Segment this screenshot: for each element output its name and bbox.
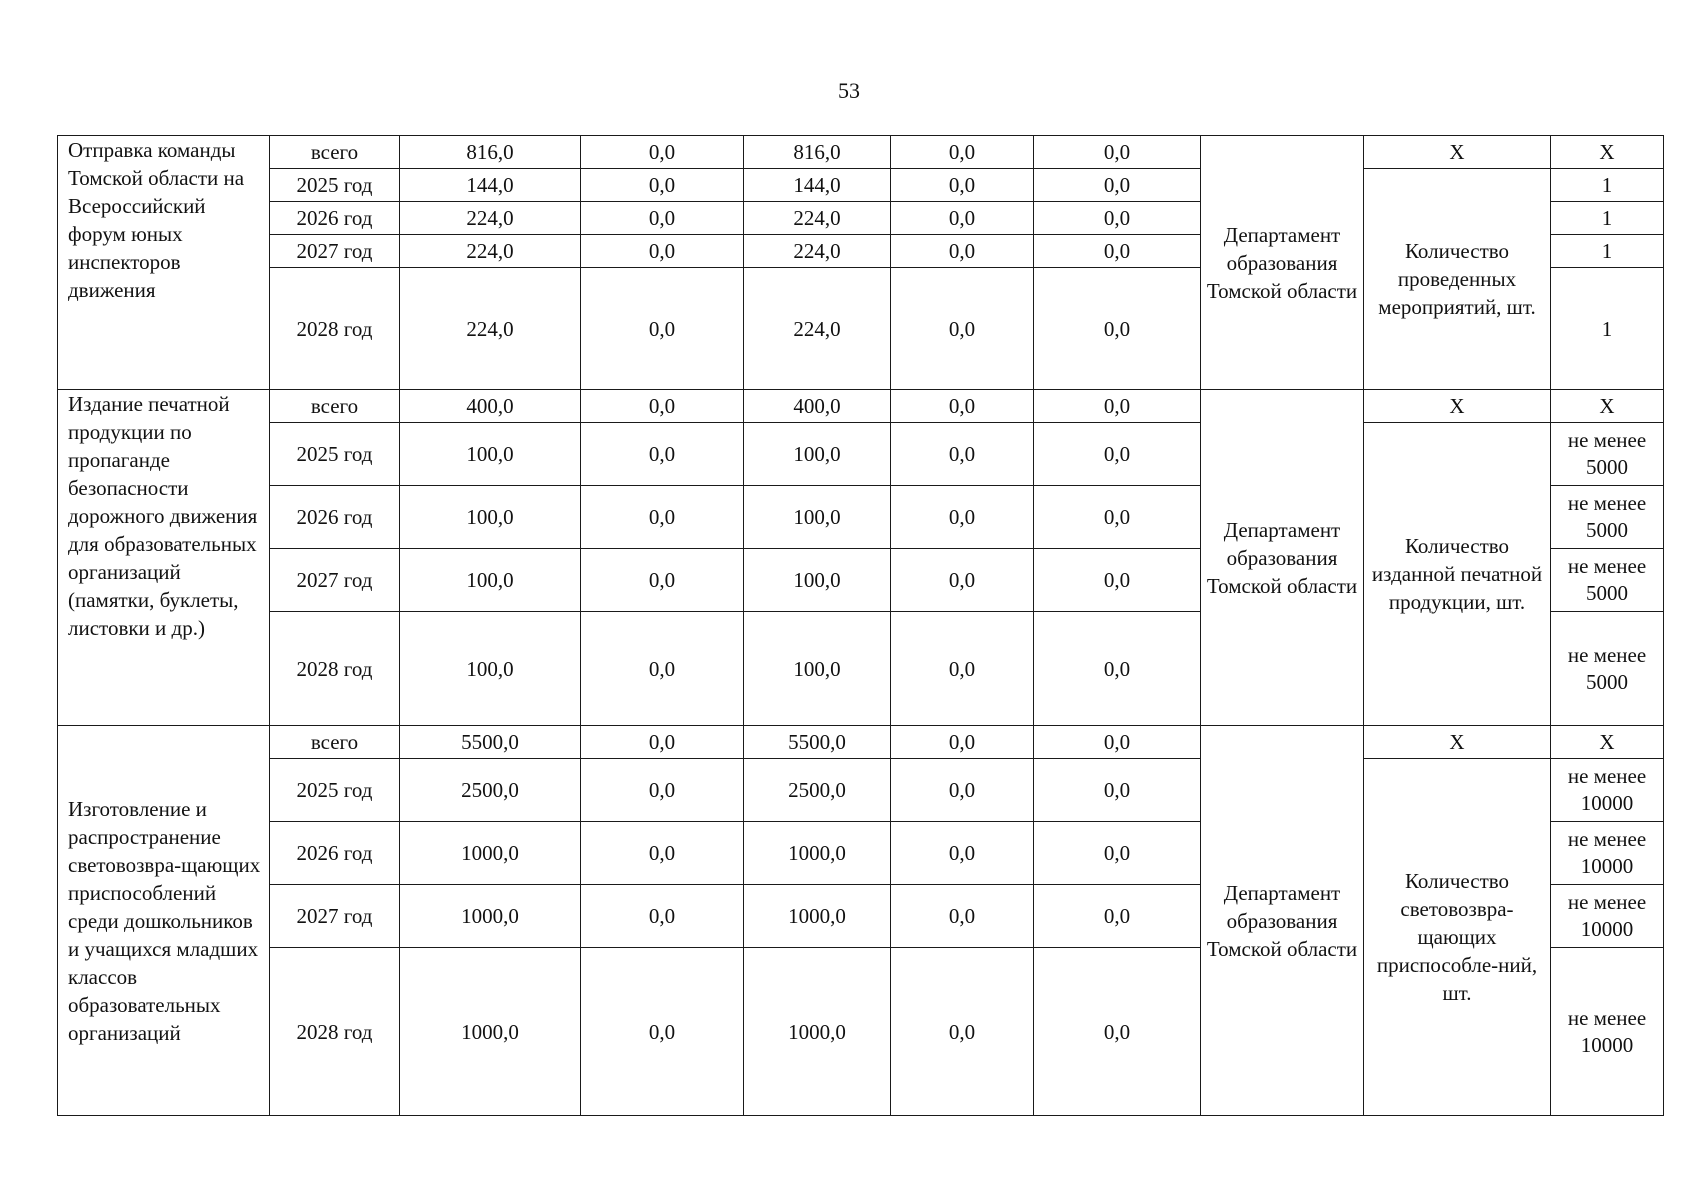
amount-federal-cell: 0,0 xyxy=(581,235,744,268)
indicator-cell: Х xyxy=(1364,136,1551,169)
amount-regional-cell: 224,0 xyxy=(744,235,891,268)
amount-regional-cell: 100,0 xyxy=(744,549,891,612)
amount-local-cell: 0,0 xyxy=(891,235,1034,268)
amount-other-cell: 0,0 xyxy=(1034,549,1201,612)
amount-total-cell: 100,0 xyxy=(400,549,581,612)
amount-regional-cell: 2500,0 xyxy=(744,759,891,822)
indicator-value-cell: не менее 5000 xyxy=(1551,423,1664,486)
indicator-value-cell: 1 xyxy=(1551,268,1664,390)
amount-regional-cell: 100,0 xyxy=(744,423,891,486)
period-cell: 2025 год xyxy=(270,759,400,822)
amount-other-cell: 0,0 xyxy=(1034,486,1201,549)
indicator-cell: Количество проведенных мероприятий, шт. xyxy=(1364,169,1551,390)
amount-regional-cell: 144,0 xyxy=(744,169,891,202)
amount-regional-cell: 816,0 xyxy=(744,136,891,169)
amount-local-cell: 0,0 xyxy=(891,948,1034,1116)
period-cell: 2026 год xyxy=(270,202,400,235)
amount-regional-cell: 100,0 xyxy=(744,486,891,549)
amount-federal-cell: 0,0 xyxy=(581,885,744,948)
amount-total-cell: 5500,0 xyxy=(400,726,581,759)
amount-federal-cell: 0,0 xyxy=(581,268,744,390)
amount-regional-cell: 1000,0 xyxy=(744,885,891,948)
amount-total-cell: 1000,0 xyxy=(400,885,581,948)
amount-federal-cell: 0,0 xyxy=(581,390,744,423)
amount-total-cell: 1000,0 xyxy=(400,948,581,1116)
amount-regional-cell: 224,0 xyxy=(744,202,891,235)
table-row xyxy=(58,759,1664,822)
amount-federal-cell: 0,0 xyxy=(581,136,744,169)
amount-regional-cell: 1000,0 xyxy=(744,948,891,1116)
amount-federal-cell: 0,0 xyxy=(581,822,744,885)
table-row xyxy=(58,423,1664,486)
period-cell: 2027 год xyxy=(270,549,400,612)
amount-local-cell: 0,0 xyxy=(891,759,1034,822)
program-activities-table xyxy=(57,135,1664,1116)
amount-other-cell: 0,0 xyxy=(1034,759,1201,822)
amount-other-cell: 0,0 xyxy=(1034,202,1201,235)
amount-other-cell: 0,0 xyxy=(1034,612,1201,726)
amount-local-cell: 0,0 xyxy=(891,169,1034,202)
indicator-value-cell: не менее 10000 xyxy=(1551,759,1664,822)
amount-total-cell: 816,0 xyxy=(400,136,581,169)
page-number: 53 xyxy=(838,78,860,103)
amount-other-cell: 0,0 xyxy=(1034,390,1201,423)
amount-total-cell: 400,0 xyxy=(400,390,581,423)
amount-total-cell: 1000,0 xyxy=(400,822,581,885)
amount-federal-cell: 0,0 xyxy=(581,423,744,486)
amount-total-cell: 100,0 xyxy=(400,612,581,726)
period-cell: 2028 год xyxy=(270,612,400,726)
executor-cell: Департамент образования Томской области xyxy=(1201,390,1364,726)
period-cell: 2028 год xyxy=(270,948,400,1116)
indicator-value-cell: Х xyxy=(1551,726,1664,759)
activity-name: Отправка команды Томской области на Всероссийский форум юных инспекторов движения xyxy=(58,136,270,390)
amount-regional-cell: 1000,0 xyxy=(744,822,891,885)
amount-regional-cell: 400,0 xyxy=(744,390,891,423)
period-cell: 2025 год xyxy=(270,169,400,202)
amount-other-cell: 0,0 xyxy=(1034,726,1201,759)
amount-local-cell: 0,0 xyxy=(891,136,1034,169)
executor-cell: Департамент образования Томской области xyxy=(1201,726,1364,1116)
amount-local-cell: 0,0 xyxy=(891,268,1034,390)
amount-total-cell: 224,0 xyxy=(400,235,581,268)
amount-federal-cell: 0,0 xyxy=(581,948,744,1116)
amount-federal-cell: 0,0 xyxy=(581,202,744,235)
table-row xyxy=(58,390,1664,423)
amount-local-cell: 0,0 xyxy=(891,549,1034,612)
amount-total-cell: 100,0 xyxy=(400,486,581,549)
amount-federal-cell: 0,0 xyxy=(581,726,744,759)
amount-federal-cell: 0,0 xyxy=(581,759,744,822)
amount-regional-cell: 5500,0 xyxy=(744,726,891,759)
table-row xyxy=(58,169,1664,202)
indicator-value-cell: не менее 10000 xyxy=(1551,822,1664,885)
amount-regional-cell: 224,0 xyxy=(744,268,891,390)
amount-local-cell: 0,0 xyxy=(891,612,1034,726)
period-cell: 2026 год xyxy=(270,486,400,549)
indicator-cell: Х xyxy=(1364,726,1551,759)
amount-other-cell: 0,0 xyxy=(1034,235,1201,268)
amount-total-cell: 144,0 xyxy=(400,169,581,202)
amount-federal-cell: 0,0 xyxy=(581,549,744,612)
amount-federal-cell: 0,0 xyxy=(581,612,744,726)
activity-name: Изготовление и распространение световозвра-щающих приспособлений среди дошкольников и учащихся младших классов образовательных организаций xyxy=(58,726,270,1116)
amount-local-cell: 0,0 xyxy=(891,202,1034,235)
indicator-value-cell: 1 xyxy=(1551,202,1664,235)
period-cell: 2025 год xyxy=(270,423,400,486)
period-cell: 2028 год xyxy=(270,268,400,390)
amount-federal-cell: 0,0 xyxy=(581,486,744,549)
indicator-value-cell: не менее 10000 xyxy=(1551,885,1664,948)
indicator-value-cell: 1 xyxy=(1551,169,1664,202)
period-cell: 2027 год xyxy=(270,885,400,948)
executor-cell: Департамент образования Томской области xyxy=(1201,136,1364,390)
amount-local-cell: 0,0 xyxy=(891,726,1034,759)
amount-regional-cell: 100,0 xyxy=(744,612,891,726)
amount-other-cell: 0,0 xyxy=(1034,169,1201,202)
amount-total-cell: 224,0 xyxy=(400,268,581,390)
table-row xyxy=(58,726,1664,759)
amount-other-cell: 0,0 xyxy=(1034,885,1201,948)
amount-other-cell: 0,0 xyxy=(1034,136,1201,169)
indicator-value-cell: не менее 5000 xyxy=(1551,612,1664,726)
amount-local-cell: 0,0 xyxy=(891,822,1034,885)
table-row xyxy=(58,136,1664,169)
amount-local-cell: 0,0 xyxy=(891,885,1034,948)
indicator-cell: Х xyxy=(1364,390,1551,423)
amount-local-cell: 0,0 xyxy=(891,486,1034,549)
indicator-value-cell: Х xyxy=(1551,136,1664,169)
period-cell: всего xyxy=(270,136,400,169)
amount-local-cell: 0,0 xyxy=(891,390,1034,423)
indicator-cell: Количество световозвра-щающих приспособле-ний, шт. xyxy=(1364,759,1551,1116)
amount-other-cell: 0,0 xyxy=(1034,423,1201,486)
period-cell: 2027 год xyxy=(270,235,400,268)
period-cell: всего xyxy=(270,390,400,423)
indicator-value-cell: не менее 5000 xyxy=(1551,549,1664,612)
indicator-value-cell: не менее 5000 xyxy=(1551,486,1664,549)
amount-federal-cell: 0,0 xyxy=(581,169,744,202)
amount-other-cell: 0,0 xyxy=(1034,948,1201,1116)
amount-total-cell: 224,0 xyxy=(400,202,581,235)
indicator-cell: Количество изданной печатной продукции, шт. xyxy=(1364,423,1551,726)
amount-other-cell: 0,0 xyxy=(1034,268,1201,390)
indicator-value-cell: не менее 10000 xyxy=(1551,948,1664,1116)
indicator-value-cell: 1 xyxy=(1551,235,1664,268)
indicator-value-cell: Х xyxy=(1551,390,1664,423)
amount-total-cell: 100,0 xyxy=(400,423,581,486)
period-cell: всего xyxy=(270,726,400,759)
amount-total-cell: 2500,0 xyxy=(400,759,581,822)
period-cell: 2026 год xyxy=(270,822,400,885)
amount-other-cell: 0,0 xyxy=(1034,822,1201,885)
activity-name: Издание печатной продукции по пропаганде безопасности дорожного движения для образовательных организаций (памятки, буклеты, листовки и др.) xyxy=(58,390,270,726)
amount-local-cell: 0,0 xyxy=(891,423,1034,486)
